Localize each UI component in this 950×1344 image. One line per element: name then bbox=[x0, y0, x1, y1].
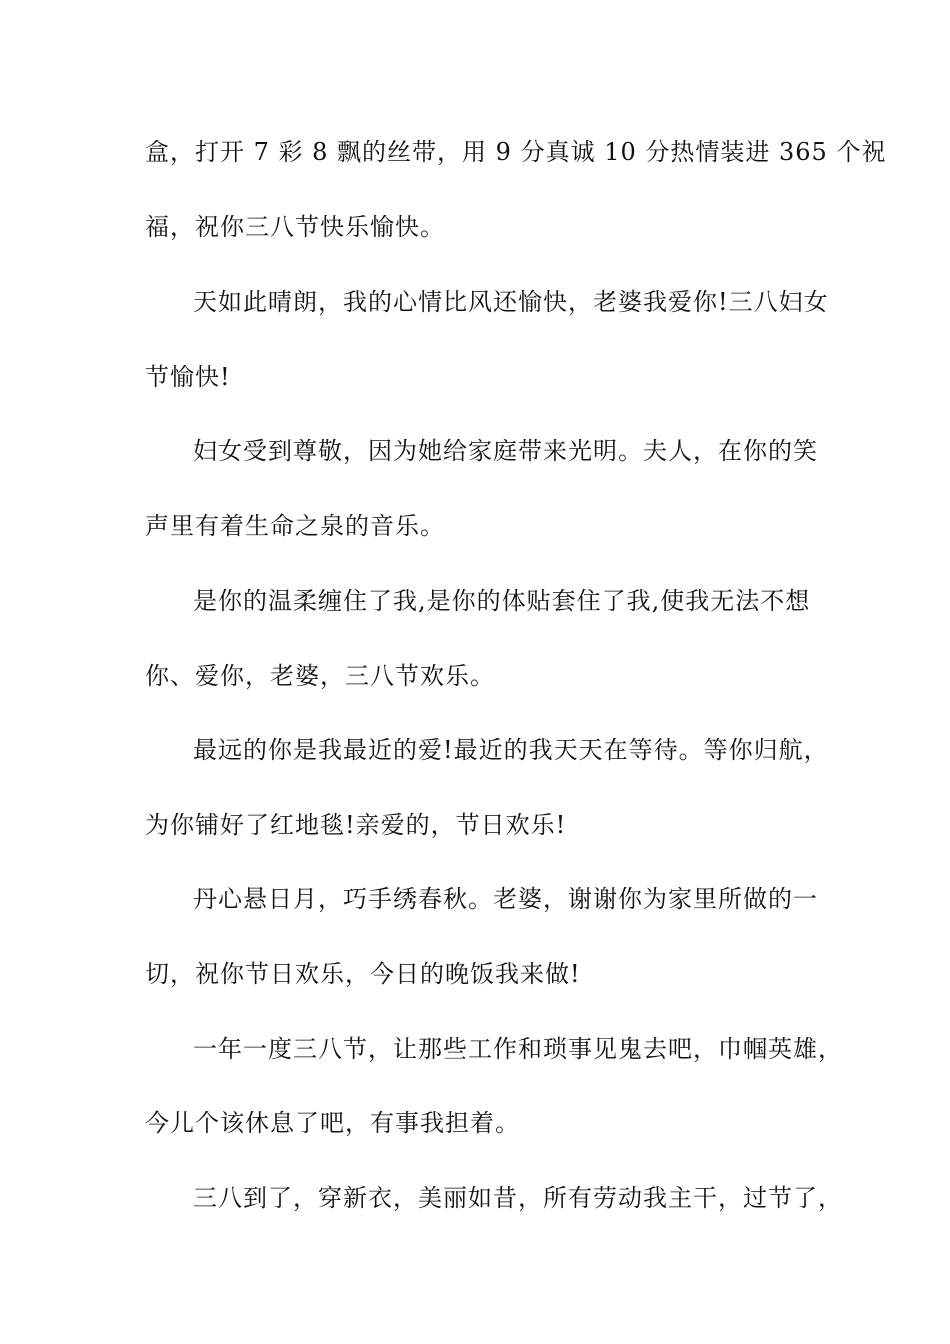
paragraph-line: 你、爱你，老婆，三八节欢乐。 bbox=[145, 662, 495, 690]
paragraph-line: 声里有着生命之泉的音乐。 bbox=[145, 512, 445, 540]
paragraph-line: 一年一度三八节，让那些工作和琐事见鬼去吧，巾帼英雄， bbox=[193, 1035, 843, 1063]
paragraph-line: 福，祝你三八节快乐愉快。 bbox=[145, 213, 445, 241]
paragraph-line: 天如此晴朗，我的心情比风还愉快，老婆我爱你!三八妇女 bbox=[193, 288, 829, 316]
paragraph-line: 切，祝你节日欢乐，今日的晚饭我来做! bbox=[145, 960, 581, 988]
paragraph-line: 三八到了，穿新衣，美丽如昔，所有劳动我主干，过节了， bbox=[193, 1184, 843, 1212]
paragraph-line: 是你的温柔缠住了我,是你的体贴套住了我,使我无法不想 bbox=[193, 587, 811, 615]
paragraph-line: 最远的你是我最近的爱!最近的我天天在等待。等你归航， bbox=[193, 736, 829, 764]
paragraph-line: 盒，打开 7 彩 8 飘的丝带，用 9 分真诚 10 分热情装进 365 个祝 bbox=[145, 138, 887, 166]
paragraph-line: 为你铺好了红地毯!亲爱的，节日欢乐! bbox=[145, 811, 567, 839]
paragraph-line: 妇女受到尊敬，因为她给家庭带来光明。夫人，在你的笑 bbox=[193, 437, 818, 465]
paragraph-line: 丹心悬日月，巧手绣春秋。老婆，谢谢你为家里所做的一 bbox=[193, 885, 818, 913]
paragraph-line: 今儿个该休息了吧，有事我担着。 bbox=[145, 1109, 520, 1137]
paragraph-line: 节愉快! bbox=[145, 363, 231, 391]
